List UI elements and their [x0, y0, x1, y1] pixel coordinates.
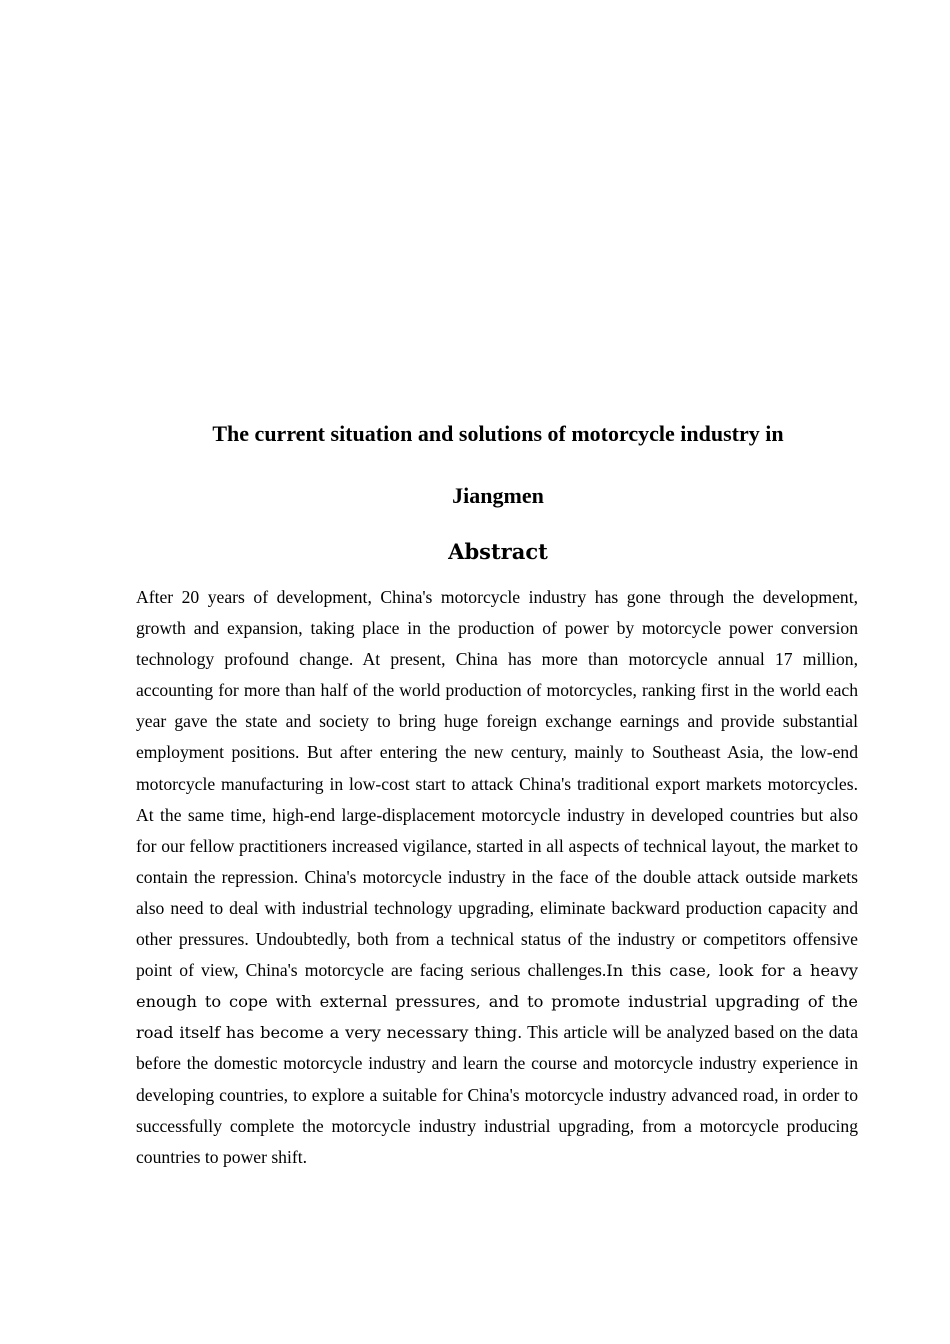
abstract-text-part-2: In this case, look for a heavy enough to cope with external pressures, and to promote industrial upgrading of the road itself has become a very necessary thing. [136, 961, 858, 1043]
abstract-text-part-3: This article will be analyzed based on the data before the domestic motorcycle industry and learn the course and motorcycle industry experience in developing countries, to explore a suitable for China's motorcycle industry advanced road, in order to successfully complete the motorcycle industry industrial upgrading, from a motorcycle producing countries to power shift. [136, 1022, 858, 1167]
document-title-line-2: Jiangmen [452, 483, 544, 508]
abstract-text-part-1: After 20 years of development, China's motorcycle industry has gone through the development, growth and expansion, taking place in the production of power by motorcycle power conversion technology profound change. At present, China has more than motorcycle annual 17 million, accounting for more than half of the world production of motorcycles, ranking first in the world each year gave the state and society to bring huge foreign exchange earnings and provide substantial employment positions. But after entering the new century, mainly to Southeast Asia, the low-end motorcycle manufacturing in low-cost start to attack China's traditional export markets motorcycles. At the same time, high-end large-displacement motorcycle industry in developed countries but also for our fellow practitioners increased vigilance, started in all aspects of technical layout, the market to contain the repression. China's motorcycle industry in the face of the double attack outside markets also need to deal with industrial technology upgrading, eliminate backward production capacity and other pressures. Undoubtedly, both from a technical status of the industry or competitors offensive point of view, China's motorcycle are facing serious challenges. [136, 587, 858, 981]
document-title-line-1: The current situation and solutions of motorcycle industry in [212, 421, 784, 446]
abstract-paragraph [136, 582, 858, 1173]
abstract-heading: Abstract [448, 539, 548, 564]
